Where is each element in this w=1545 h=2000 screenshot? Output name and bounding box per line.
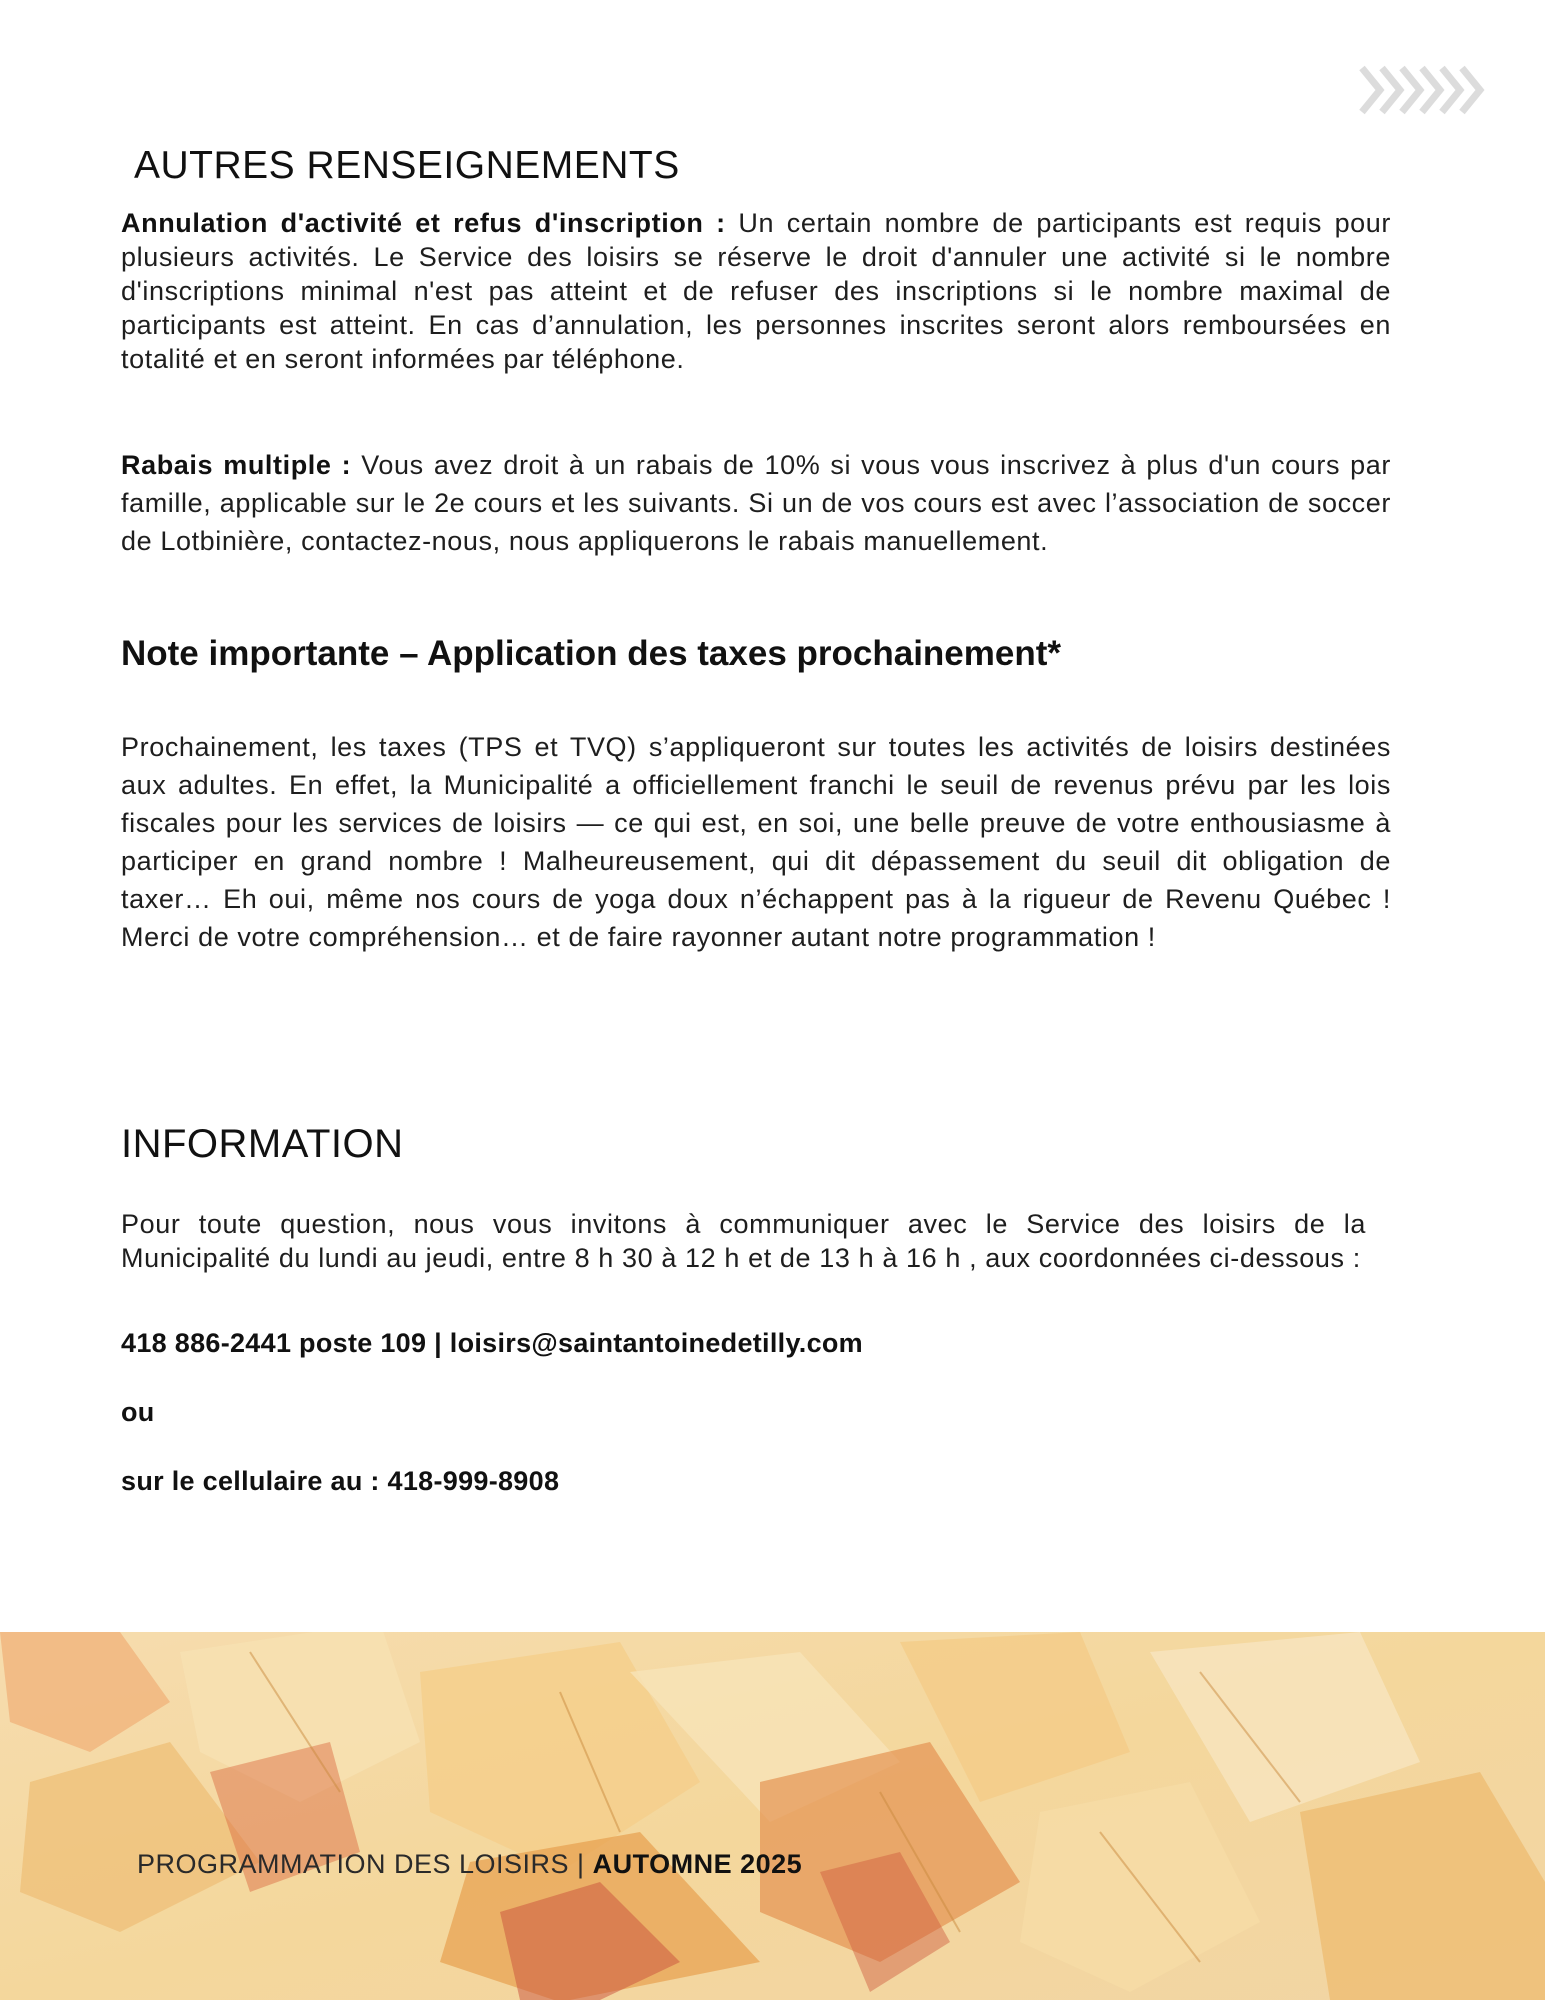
annulation-text: Un certain nombre de participants est requis pour plusieurs activités. Le Service des loisirs se réserve le droit d'annuler une activité si le nombre d'inscriptions minimal n'est pas atteint et de refuser des inscriptions si le nombre maximal de participants est atteint. En cas d’annulation, les personnes inscrites seront alors remboursées en totalité et en seront informées par téléphone. bbox=[121, 208, 1392, 374]
contact-line: 418 886-2441 poste 109 | loisirs@saintantoinedetilly.com bbox=[121, 1328, 863, 1358]
or-line: ou bbox=[121, 1397, 155, 1427]
annulation-paragraph bbox=[121, 206, 1391, 376]
autumn-leaves-background bbox=[0, 1632, 1545, 2000]
chevrons-right-icon bbox=[1358, 62, 1490, 118]
rabais-text: Vous avez droit à un rabais de 10% si vous vous inscrivez à plus d'un cours par famille, applicable sur le 2e cours et les suivants. Si un de vos cours est avec l’association de soccer de Lotbinière, contactez-nous, nous appliquerons le rabais manuellement. bbox=[121, 450, 1391, 556]
rabais-label: Rabais multiple : bbox=[121, 450, 352, 480]
annulation-label: Annulation d'activité et refus d'inscription : bbox=[121, 208, 726, 238]
section-title-autres: AUTRES RENSEIGNEMENTS bbox=[134, 144, 680, 187]
footer-label bbox=[137, 1849, 802, 1880]
leaves-illustration bbox=[0, 1632, 1545, 2000]
rabais-paragraph bbox=[121, 446, 1391, 560]
footer-program: PROGRAMMATION DES LOISIRS | bbox=[137, 1849, 593, 1879]
cell-line: sur le cellulaire au : 418-999-8908 bbox=[121, 1466, 560, 1496]
note-paragraph: Prochainement, les taxes (TPS et TVQ) s’appliqueront sur toutes les activités de loisirs destinées aux adultes. En effet, la Municipalité a officiellement franchi le seuil de revenus prévu par les lois fiscales pour les services de loisirs — ce qui est, en soi, une belle preuve de votre enthousiasme à participer en grand nombre ! Malheureusement, qui dit dépassement du seuil dit obligation de taxer… Eh oui, même nos cours de yoga doux n’échappent pas à la rigueur de Revenu Québec ! Merci de votre compréhension… et de faire rayonner autant notre programmation ! bbox=[121, 732, 1391, 952]
note-title: Note importante – Application des taxes prochainement* bbox=[121, 634, 1062, 673]
information-paragraph: Pour toute question, nous vous invitons à communiquer avec le Service des loisirs de la Municipalité du lundi au jeudi, entre 8 h 30 à 12 h et de 13 h à 16 h , aux coordonnées ci-dessous : bbox=[121, 1209, 1366, 1273]
section-title-information: INFORMATION bbox=[121, 1122, 404, 1166]
footer-season: AUTOMNE 2025 bbox=[592, 1849, 803, 1879]
